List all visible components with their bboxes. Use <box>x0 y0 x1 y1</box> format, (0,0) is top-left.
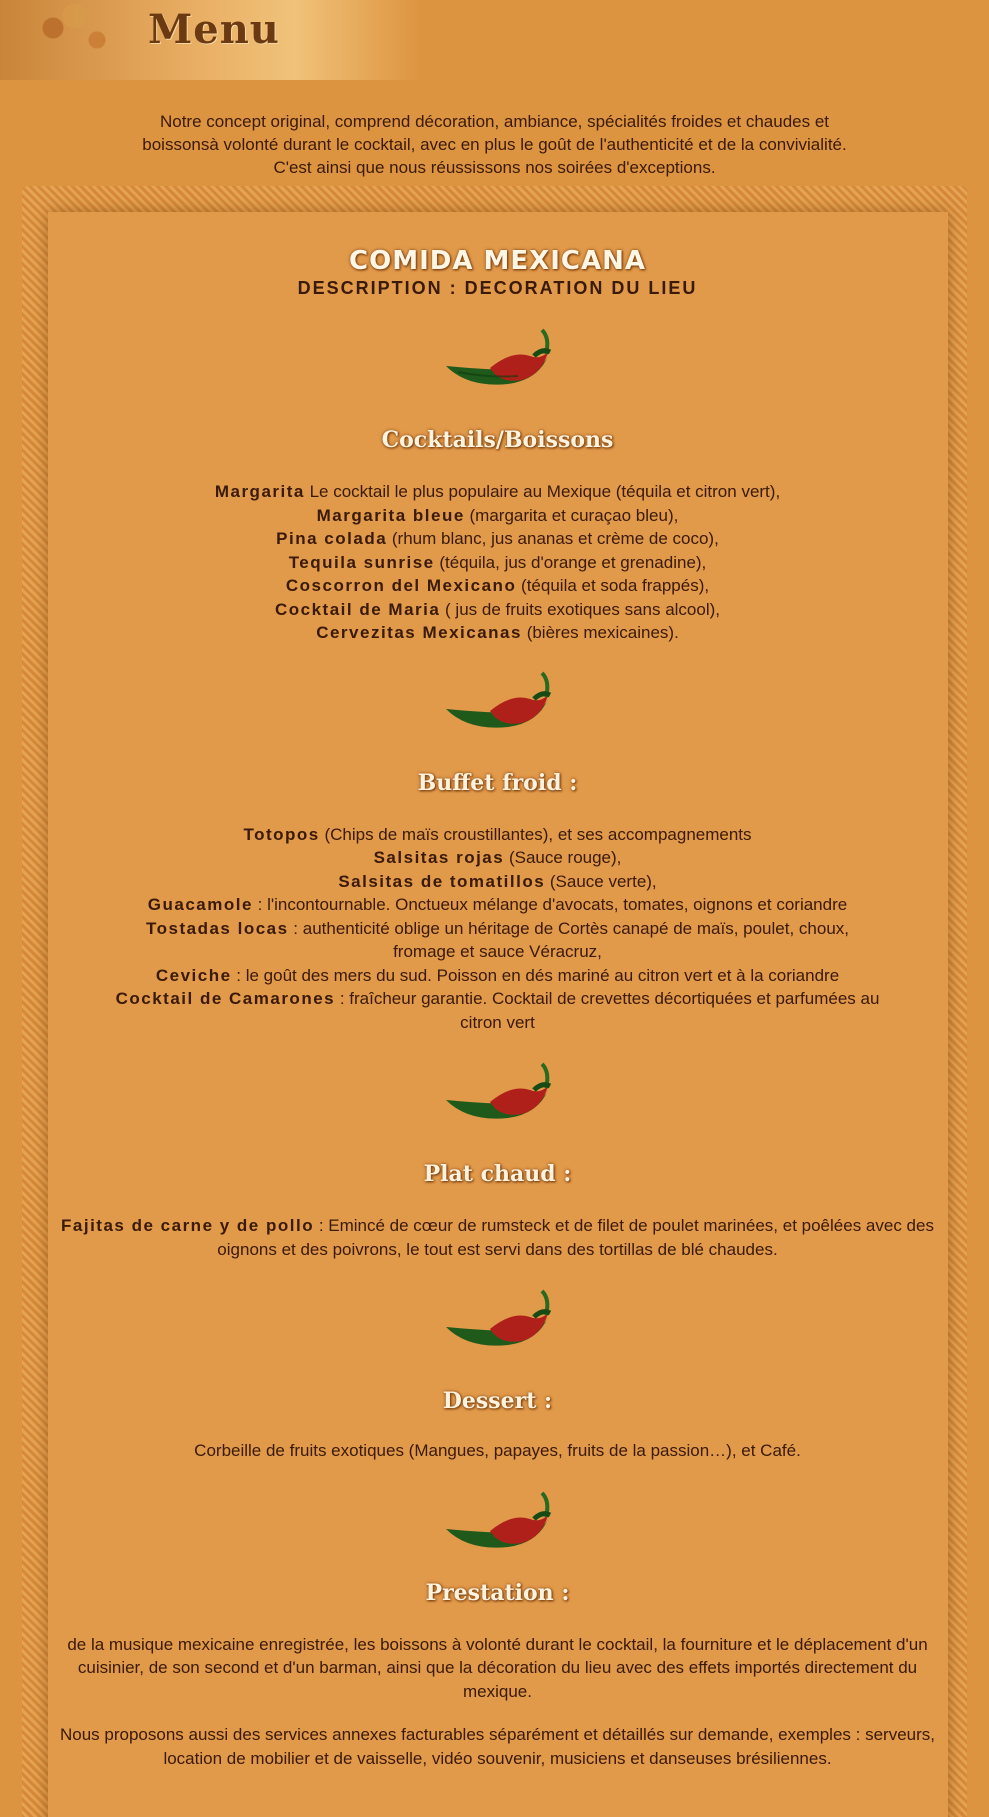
buffet-list <box>53 823 942 1035</box>
list-item: Ceviche : le goût des mers du sud. Poisson en dés mariné au citron vert et à la coriandre <box>155 965 840 985</box>
list-item: Margarita bleue (margarita et curaçao bleu), <box>316 505 679 525</box>
list-item: Pina colada (rhum blanc, jus ananas et crème de coco), <box>276 529 719 548</box>
chili-pepper-icon <box>438 669 558 739</box>
list-item: Margarita Le cocktail le plus populaire au Mexique (téquila et citron vert), <box>214 482 781 501</box>
section-heading-cocktails: Cocktails/Boissons <box>381 427 614 453</box>
plat-chaud-text <box>53 1214 942 1261</box>
list-item: Salsitas de tomatillos (Sauce verte), <box>338 871 657 891</box>
prestation-text <box>53 1633 942 1771</box>
intro-line: boissonsà volonté durant le cocktail, avec en plus le goût de l'authenticité et de la convivialité. <box>142 135 847 154</box>
intro-text <box>50 110 939 179</box>
list-item: Guacamole : l'incontournable. Onctueux mélange d'avocats, tomates, oignons et coriandre <box>147 895 848 914</box>
section-heading-buffet: Buffet froid : <box>417 769 578 796</box>
intro-line: Notre concept original, comprend décoration, ambiance, spécialités froides et chaudes et <box>159 112 830 131</box>
section-heading-plat-chaud: Plat chaud : <box>423 1161 572 1187</box>
list-item: Tostadas locas : authenticité oblige un héritage de Cortès canapé de maïs, poulet, choux, fromage et sauce Véracruz, <box>146 918 849 961</box>
chili-pepper-icon <box>438 1287 558 1357</box>
list-item: Coscorron del Mexicano (téquila et soda frappés), <box>285 576 710 595</box>
list-item: Cocktail de Camarones : fraîcheur garantie. Cocktail de crevettes décortiquées et parfumées au citron vert <box>115 989 880 1032</box>
dessert-text: Corbeille de fruits exotiques (Mangues, papayes, fruits de la passion…), et Café. <box>194 1441 801 1460</box>
aztec-ornament-icon <box>20 4 130 64</box>
header-banner <box>0 0 420 80</box>
chili-pepper-icon <box>438 326 558 396</box>
page-title: Menu <box>148 6 280 53</box>
list-item: Salsitas rojas (Sauce rouge), <box>373 848 622 867</box>
list-item: Fajitas de carne y de pollo : Emincé de cœur de rumsteck et de filet de poulet marinées, et poêlées avec des oignons et des poivrons, le tout est servi dans des tortillas de blé chaudes. <box>61 1216 934 1259</box>
list-item: Totopos (Chips de maïs croustillantes), et ses accompagnements <box>243 824 752 844</box>
list-item: Cocktail de Maria ( jus de fruits exotiques sans alcool), <box>274 599 720 619</box>
section-heading-dessert: Dessert : <box>442 1388 553 1414</box>
prestation-paragraph: de la musique mexicaine enregistrée, les boissons à volonté durant le cocktail, la fourniture et le déplacement d'un cuisinier, de son second et d'un barman, ainsi que la décoration du lieu avec des effets importés directement du mexique. <box>67 1634 928 1701</box>
chili-pepper-icon <box>438 1060 558 1130</box>
card-subtitle: DESCRIPTION : DECORATION DU LIEU <box>297 278 698 298</box>
list-item: Tequila sunrise (téquila, jus d'orange et grenadine), <box>288 552 707 572</box>
prestation-paragraph: Nous proposons aussi des services annexes facturables séparément et détaillés sur demande, exemples : serveurs, location de mobilier et de vaisselle, vidéo souvenir, musiciens et danseuses brésiliennes. <box>59 1725 935 1768</box>
intro-line: C'est ainsi que nous réussissons nos soirées d'exceptions. <box>273 158 716 177</box>
menu-card <box>48 212 948 1817</box>
card-title: COMIDA MEXICANA <box>349 246 646 276</box>
list-item: Cervezitas Mexicanas (bières mexicaines). <box>316 623 679 642</box>
cocktails-list <box>53 480 942 645</box>
section-heading-prestation: Prestation : <box>425 1579 570 1606</box>
chili-pepper-icon <box>438 1489 558 1559</box>
